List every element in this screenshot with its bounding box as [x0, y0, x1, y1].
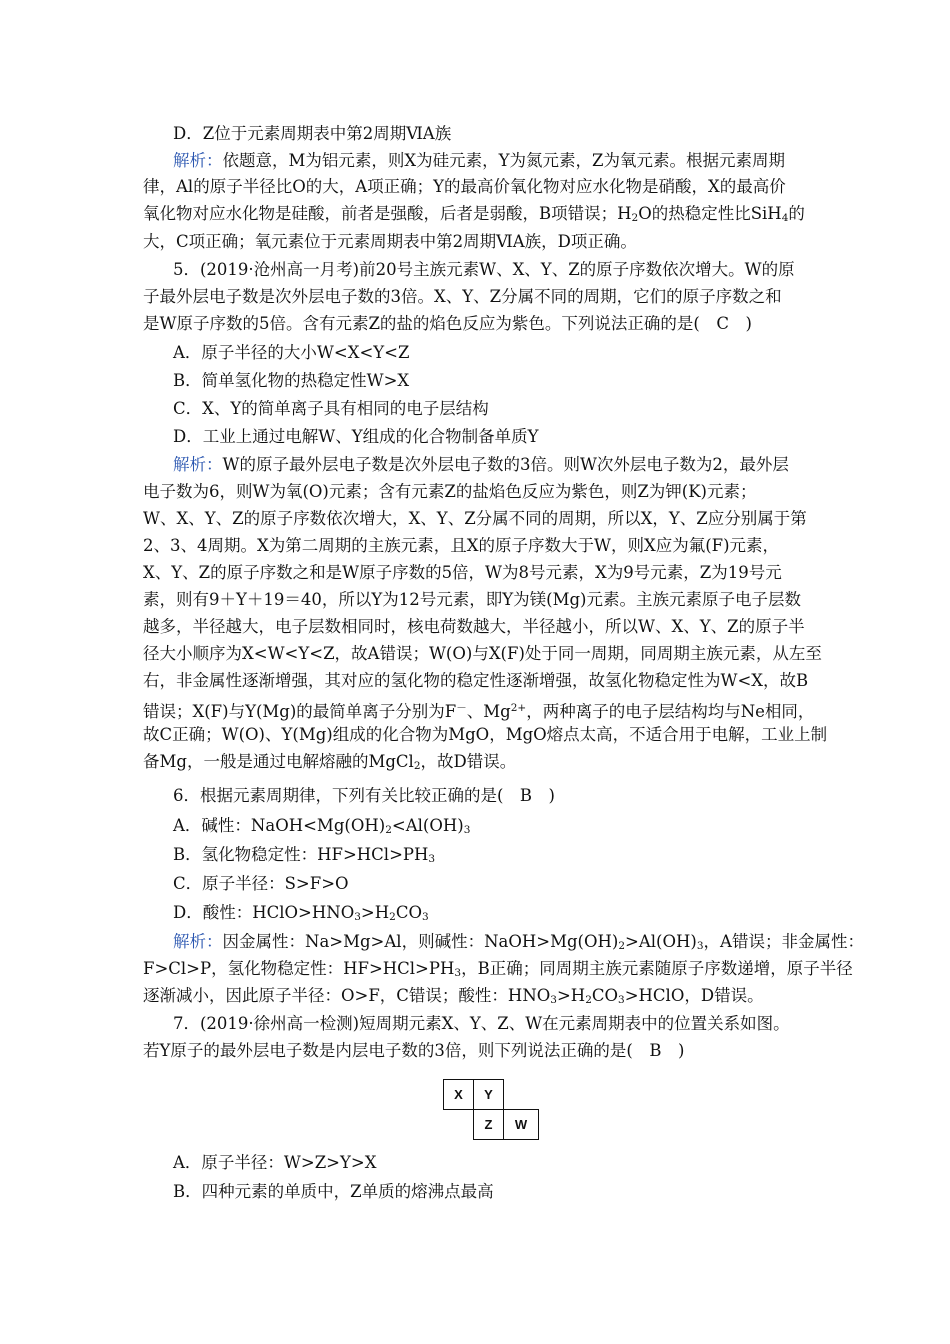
- question-5-line2: 子最外层电子数是次外层电子数的3倍。X、Y、Z分属不同的周期，它们的原子序数之和: [143, 287, 782, 306]
- subscript: 2: [389, 911, 396, 923]
- analysis-text: ，故D错误。: [420, 752, 517, 771]
- analysis-q5-line10: [143, 697, 814, 723]
- option-a-q6: A．碱性：$NaOH<Mg(OH)_2<Al(OH)_3$: [173, 816, 471, 836]
- analysis-q5-line2: 电子数为6，则W为氧(O)元素；含有元素Z的盐焰色反应为紫色，则Z为钾(K)元素；: [143, 482, 757, 501]
- analysis-q5-line4: 2、3、4周期。X为第二周期的主族元素，且X的原子序数大于W，则X应为氟(F)元素，: [143, 536, 780, 555]
- analysis-q5-line5: X、Y、Z的原子序数之和是W原子序数的5倍，W为8号元素，X为9号元素，Z为19号元: [143, 563, 782, 582]
- subscript: 2: [631, 212, 639, 224]
- analysis-q4-line4: 大，C项正确；氧元素位于元素周期表中第2周期ⅥA族，D项正确。: [143, 232, 637, 251]
- analysis-q4-line3-tail: [143, 203, 805, 229]
- analysis-text: W的原子最外层电子数是次外层电子数的3倍。则W次外层电子数为2，最外层: [222, 455, 789, 474]
- option-c-q6: C．原子半径：S>F>O: [173, 874, 349, 893]
- subscript: 2: [618, 940, 626, 952]
- subscript: 2: [585, 994, 592, 1006]
- analysis-q5-line8: 径大小顺序为X<W<Y<Z，故A错误；W(O)与X(F)处于同一周期，同周期主族元素，从左至: [143, 644, 822, 663]
- subscript: 3: [454, 967, 462, 979]
- analysis-label: 解析：: [173, 455, 223, 474]
- question-6: 6．根据元素周期律，下列有关比较正确的是( B ): [173, 786, 555, 805]
- analysis-q4-line3: 氧化物对应水化物是硅酸，前者是强酸，后者是弱酸，B项错误；H: [143, 204, 632, 223]
- subscript: 2: [413, 760, 421, 772]
- analysis-label: 解析：: [173, 151, 223, 170]
- subscript: 4: [781, 212, 789, 224]
- cell-x: X: [443, 1079, 474, 1110]
- analysis-text: 错误；X(F)与Y(Mg)的最简单离子分别为F: [143, 702, 457, 721]
- subscript: 3: [354, 911, 361, 923]
- analysis-q6-line3: 逐渐减小，因此原子半径：O>F，C错误；酸性：$HNO_3>H_2CO_3>HClO$，D错误。: [143, 986, 764, 1006]
- analysis-q5-line1: [173, 454, 789, 476]
- subscript: 3: [696, 940, 704, 952]
- analysis-q5-line3: W、X、Y、Z的原子序数依次增大，X、Y、Z分属不同的周期，所以X，Y、Z应分别属于第: [143, 509, 807, 528]
- analysis-text: 、Mg: [466, 702, 511, 721]
- analysis-label: 解析：: [173, 932, 223, 951]
- subscript: 3: [421, 911, 429, 923]
- analysis-text: ，两种离子的电子层结构均与Ne相同，: [526, 702, 815, 721]
- analysis-q5-line6: 素，则有9＋Y＋19＝40，所以Y为12号元素，即Y为镁(Mg)元素。主族元素原子电子层数: [143, 590, 801, 609]
- analysis-q4-line1: [173, 150, 785, 172]
- option-d-q6: D．酸性：$HClO>HNO_3>H_2CO_3$: [173, 903, 429, 923]
- subscript: 3: [618, 994, 625, 1006]
- option-b-q6: B．氢化物稳定性：$HF>HCl>PH_3$: [173, 845, 436, 865]
- option-d-q5: D．工业上通过电解W、Y组成的化合物制备单质Y: [173, 427, 539, 446]
- option-b-q7: B．四种元素的单质中，Z单质的熔沸点最高: [173, 1182, 494, 1201]
- analysis-q5-line11: 故C正确；W(O)、Y(Mg)组成的化合物为MgO，MgO熔点太高，不适合用于电解，工业上制: [143, 725, 828, 744]
- analysis-q4-line2: 律，Al的原子半径比O的大，A项正确；Y的最高价氧化物对应水化物是硝酸，X的最高价: [143, 177, 786, 196]
- option-d-q4: D．Z位于元素周期表中第2周期ⅥA族: [173, 124, 452, 143]
- option-a-q5: A．原子半径的大小W<X<Y<Z: [173, 343, 410, 362]
- cell-w: W: [503, 1109, 539, 1140]
- subscript: 3: [550, 994, 557, 1006]
- analysis-q5-line9: 右，非金属性逐渐增强，其对应的氢化物的稳定性逐渐增强，故氢化物稳定性为W<X，故B: [143, 671, 809, 690]
- question-5-line1: 5．(2019·沧州高一月考)前20号主族元素W、X、Y、Z的原子序数依次增大。W的原: [173, 260, 795, 279]
- subscript: 3: [428, 853, 436, 865]
- analysis-q6-line1: 解析：因金属性：Na>Mg>Al，则碱性：$NaOH>Mg(OH)_2>Al(OH)_3$，A错误；非金属性：: [173, 932, 864, 952]
- analysis-text: 依题意，M为铝元素，则X为硅元素，Y为氮元素，Z为氧元素。根据元素周期: [222, 151, 785, 170]
- question-7-line1: 7．(2019·徐州高一检测)短周期元素X、Y、Z、W在元素周期表中的位置关系如图。: [173, 1014, 790, 1033]
- analysis-text: O的热稳定性比SiH: [638, 204, 782, 223]
- analysis-q5-line7: 越多，半径越大，电子层数相同时，核电荷数越大，半径越小，所以W、X、Y、Z的原子半: [143, 617, 805, 636]
- option-c-q5: C．X、Y的简单离子具有相同的电子层结构: [173, 399, 489, 418]
- analysis-text: 的: [788, 204, 805, 223]
- analysis-q5-line12: [143, 751, 516, 777]
- cell-z: Z: [473, 1109, 504, 1140]
- subscript: 3: [463, 824, 471, 836]
- cell-y: Y: [473, 1079, 504, 1110]
- analysis-q6-line2: F>Cl>P，氢化物稳定性：$HF>HCl>PH_3$，B正确；同周期主族元素随原子序数递增，原子半径: [143, 959, 853, 979]
- option-a-q7: A．原子半径：W>Z>Y>X: [173, 1153, 377, 1172]
- superscript: －: [456, 702, 467, 714]
- question-7-line2: 若Y原子的最外层电子数是内层电子数的3倍，则下列说法正确的是( B ): [143, 1041, 685, 1060]
- option-b-q5: B．简单氢化物的热稳定性W>X: [173, 371, 410, 390]
- periodic-table-fragment: [443, 1079, 543, 1143]
- superscript: 2+: [510, 702, 527, 714]
- subscript: 2: [385, 824, 392, 836]
- question-5-line3: 是W原子序数的5倍。含有元素Z的盐的焰色反应为紫色。下列说法正确的是( C ): [143, 314, 752, 333]
- analysis-text: 备Mg，一般是通过电解熔融的MgCl: [143, 752, 414, 771]
